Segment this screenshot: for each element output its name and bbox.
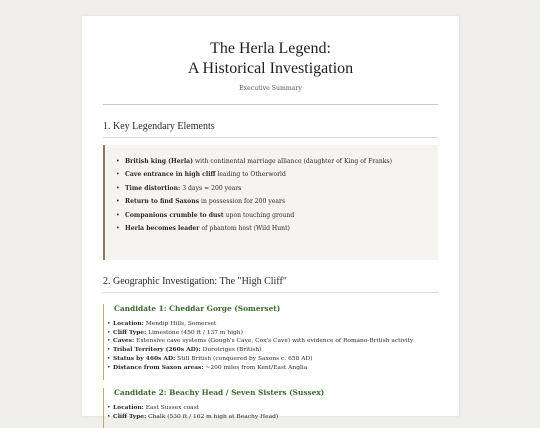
candidate-2-item-text: East Sussex coast (143, 405, 200, 411)
candidate-1-item (107, 320, 413, 329)
bullet-icon: • (107, 405, 111, 411)
candidate-1-item-bold: Caves: (113, 337, 135, 345)
key-element-item (116, 182, 392, 195)
key-element-item-bold: Companions crumble to dust (125, 211, 224, 219)
bullet-icon: • (107, 338, 111, 345)
key-elements-list (116, 155, 392, 235)
bullet-icon: • (116, 158, 120, 165)
key-elements-callout (103, 145, 438, 260)
key-element-item-text: with continental marriage alliance (daughter of King of Franks) (193, 158, 392, 165)
candidate-2-item-bold: Location: (113, 404, 144, 411)
document-page (82, 16, 459, 420)
candidate-1-item-bold: Cliff Type: (113, 328, 147, 336)
section-1-heading: 1. Key Legendary Elements (103, 121, 215, 132)
section-2-divider (103, 292, 438, 293)
bullet-icon: • (116, 225, 120, 233)
key-element-item-text: leading to Otherworld (215, 171, 286, 179)
key-element-item-text: 3 days = 200 years (180, 184, 242, 192)
document-title (103, 39, 438, 79)
candidate-1-item (107, 364, 413, 373)
bullet-icon: • (107, 321, 111, 327)
key-element-item-bold: British king (Herla) (125, 158, 194, 165)
candidate-1-item-text: Extensive cave systems (Gough's Cave, Cox's Cave) with evidence of Romano-British activity (134, 338, 414, 345)
key-element-item-bold: Return to find Saxons (125, 198, 200, 206)
candidate-2-title: Candidate 2: Beachy Head / Seven Sisters (Sussex) (114, 388, 325, 397)
key-element-item (116, 209, 392, 222)
title-divider (103, 104, 438, 105)
title-line-2: A Historical Investigation (187, 60, 354, 77)
candidate-1-item-bold: Distance from Saxon areas: (113, 363, 204, 371)
document-subtitle: Executive Summary (239, 85, 302, 92)
bullet-icon: • (116, 198, 120, 206)
bullet-icon: • (107, 413, 111, 420)
key-element-item (116, 222, 392, 235)
candidate-1-item-text: Mendip Hills, Somerset (143, 321, 217, 327)
candidate-1-title: Candidate 1: Cheddar Gorge (Somerset) (114, 304, 281, 313)
candidate-1-item-text: Still British (conquered by Saxons c. 658 AD) (175, 355, 313, 362)
candidate-1-item (107, 329, 413, 338)
candidate-1-item-text: ~200 miles from Kent/East Anglia (203, 364, 308, 371)
bullet-icon: • (107, 364, 111, 371)
candidate-1-item-text: Durotriges (British) (200, 347, 262, 354)
key-element-item-text: upon touching ground (223, 211, 295, 219)
key-element-item-text: of phantom host (Wild Hunt) (199, 225, 290, 233)
candidate-2-item (107, 404, 278, 413)
key-element-item-bold: Cave entrance in high cliff (125, 171, 216, 179)
bullet-icon: • (107, 355, 111, 362)
key-element-item-bold: Time distortion: (125, 184, 181, 192)
candidate-1-item (107, 337, 413, 346)
candidate-1-item-bold: Tribal Territory (260s AD): (113, 346, 201, 354)
key-element-item (116, 195, 392, 208)
bullet-icon: • (107, 329, 111, 336)
candidate-1-item-text: Limestone (450 ft / 137 m high) (146, 329, 243, 336)
candidate-1-item (107, 355, 413, 364)
bullet-icon: • (116, 211, 120, 219)
candidate-2-list (107, 404, 278, 421)
bullet-icon: • (116, 171, 120, 179)
key-element-item-text: in possession for 200 years (199, 198, 286, 206)
candidate-card-1 (103, 304, 438, 380)
key-element-item (116, 155, 392, 168)
candidate-1-list (107, 320, 413, 372)
candidate-2-item-bold: Cliff Type: (113, 412, 147, 420)
bullet-icon: • (107, 347, 111, 354)
key-element-item-bold: Herla becomes leader (125, 225, 200, 233)
section-2-heading: 2. Geographic Investigation: The "High Cliff" (103, 276, 287, 287)
candidate-1-item-bold: Location: (113, 320, 144, 327)
bullet-icon: • (116, 184, 120, 192)
candidate-2-item-text: Chalk (530 ft / 162 m high at Beachy Head) (146, 413, 279, 420)
section-1-divider (103, 137, 438, 138)
title-line-1: The Herla Legend: (210, 40, 331, 57)
key-element-item (116, 168, 392, 181)
candidate-2-item (107, 413, 278, 422)
candidate-card-2 (103, 388, 438, 428)
candidate-1-item (107, 346, 413, 355)
candidate-1-item-bold: Status by 460s AD: (113, 354, 176, 362)
